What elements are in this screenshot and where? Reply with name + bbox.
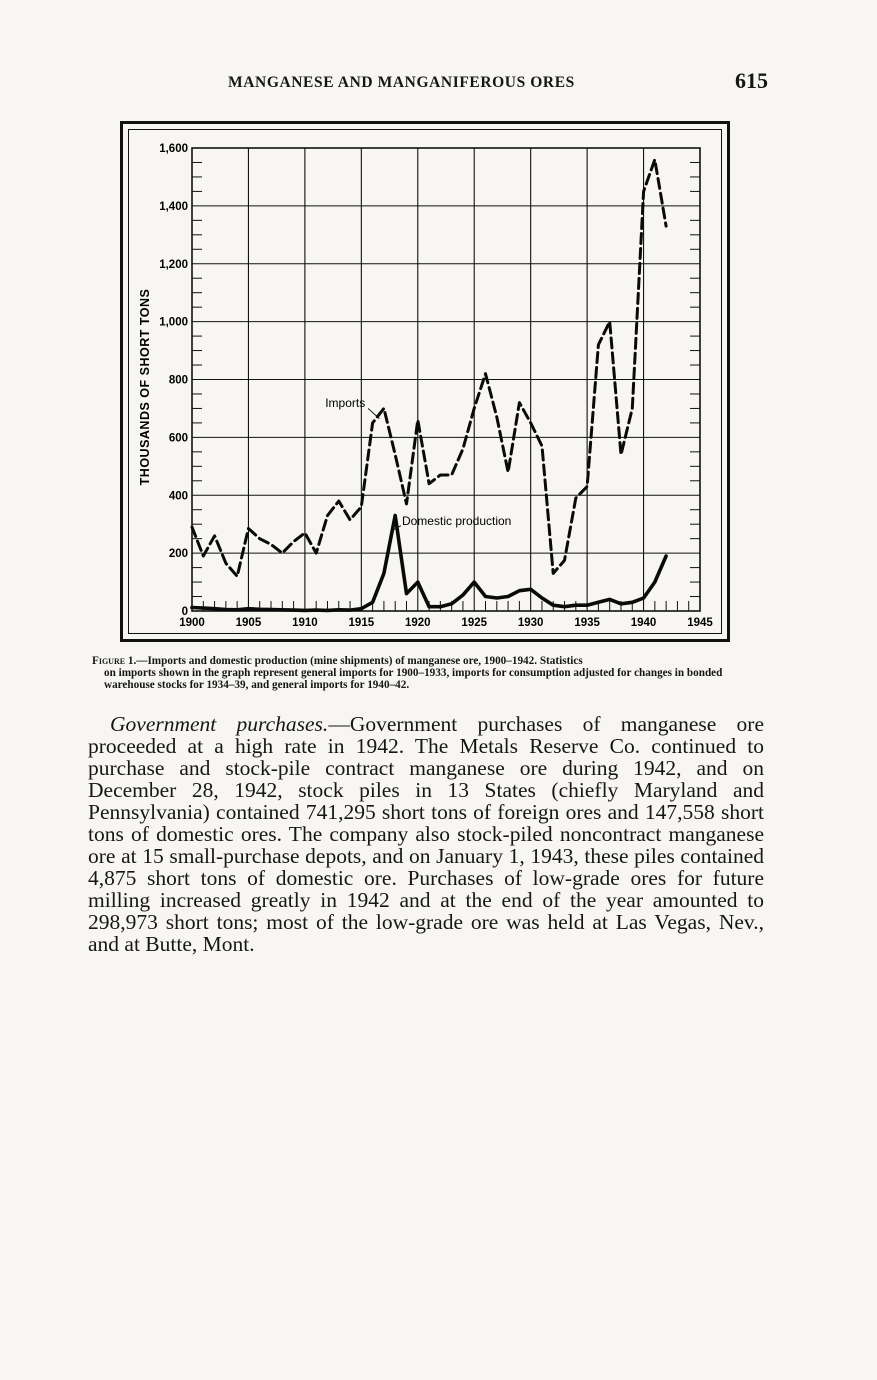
running-header (88, 68, 768, 98)
x-tick-label: 1940 (630, 617, 657, 629)
y-tick-label: 600 (168, 432, 188, 445)
y-tick-label: 1,200 (159, 258, 188, 271)
domestic-production-series-line (192, 513, 666, 611)
caption-label: Figure 1. (92, 655, 137, 667)
x-tick-label: 1930 (517, 617, 544, 629)
paragraph-run-in-heading: Government purchases. (110, 712, 329, 736)
caption-continuation: on imports shown in the graph represent general imports for 1900–1933, imports for consumption adjusted for changes in bonded warehouse stocks for 1934–39, and general imports for 1940–42. (104, 667, 723, 692)
x-tick-label: 1915 (348, 617, 375, 629)
caption-text: —Imports and domestic production (mine shipments) of manganese ore, 1900–1942. Statistics (136, 655, 583, 667)
x-tick-labels (179, 617, 713, 629)
domestic-annotation-label: Domestic production (401, 513, 512, 528)
y-tick-label: 800 (168, 374, 188, 387)
y-tick-label: 1,600 (159, 143, 188, 155)
x-tick-label: 1945 (687, 617, 713, 629)
y-tick-label: 1,000 (159, 316, 188, 329)
imports-annotation-leader (368, 408, 379, 418)
manganese-chart (123, 124, 727, 639)
running-title: MANGANESE AND MANGANIFEROUS ORES (228, 74, 575, 91)
imports-annotation-label: Imports (325, 395, 366, 410)
y-tick-label: 400 (168, 490, 188, 503)
y-tick-label: 200 (168, 548, 188, 561)
x-tick-label: 1935 (574, 617, 600, 629)
figure-1 (120, 121, 730, 642)
y-tick-label: 1,400 (159, 200, 188, 213)
y-axis-label: THOUSANDS OF SHORT TONS (138, 288, 152, 486)
paragraph-text: —Government purchases of manganese ore proceeded at a high rate in 1942. The Metals Reserve Co. continued to purchase and stock-pile contract manganese ore during 1942, and on December 28, 1942, stock piles in 13 States (chiefly Maryland and Pennsylvania) contained 741,295 short tons of foreign ores and 147,558 short tons of domestic ores. The company also stock-piled noncontract manganese ore at 15 small-purchase depots, and on January 1, 1943, these piles contained 4,875 short tons of domestic ore. Purchases of low-grade ores for future milling increased greatly in 1942 and at the end of the year amounted to 298,973 short tons; most of the low-grade ore was held at Las Vegas, Nev., and at Butte, Mont. (88, 712, 764, 956)
page-number: 615 (735, 68, 768, 93)
x-tick-label: 1925 (461, 617, 488, 629)
y-tick-labels (159, 143, 188, 618)
x-tick-label: 1910 (292, 617, 318, 629)
x-tick-label: 1905 (235, 617, 262, 629)
body-paragraph (88, 713, 764, 955)
y-tick-label: 0 (181, 606, 188, 618)
x-tick-label: 1900 (179, 617, 205, 629)
figure-caption (92, 655, 770, 692)
chart-series (192, 160, 666, 611)
x-tick-label: 1920 (404, 617, 431, 629)
